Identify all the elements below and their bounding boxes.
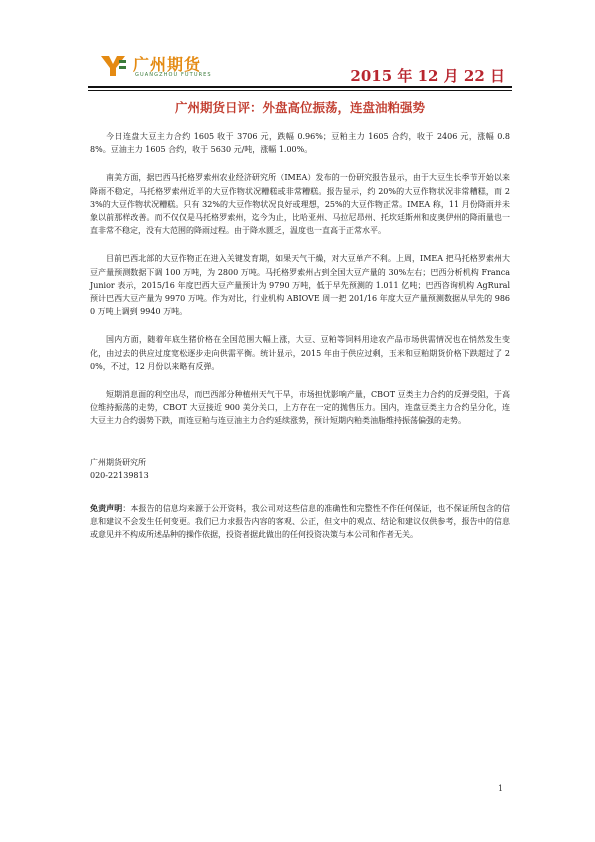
disclaimer [90, 502, 510, 542]
contact-block [90, 456, 510, 482]
disclaimer-text: ：本报告的信息均来源于公开资料，我公司对这些信息的准确性和完整性不作任何保证，也不保证所包含的信息和建议不会发生任何变更。我们已力求报告内容的客观、公正，但文中的观点、结论和建议仅供参考，报告中的信息或意见并不构成所述品种的操作依据，投资者据此做出的任何投资决策与本公司和作者无关。 [90, 504, 511, 540]
paragraph-brazil-north: 目前巴西北部的大豆作物正在进入关键发育期，如果天气干燥，对大豆单产不利。上周，IMEA 把马托格罗索州大豆产量预测数据下调 100 万吨，为 2800 万吨。马托格罗索州占到全国大豆产量的 30%左右；巴西分析机构 Franca Junior 表示，2015/16 年度巴西大豆产量预计为 9790 万吨，低于早先预测的 1.011 亿吨；巴西咨询机构 AgRural 预计巴西大豆产量为 9970 万吨。作为对比，行业机构 ABIOVE 周一把 201/16 年度大豆产量预测数据从早先的 9860 万吨上调到 9940 万吨。 [90, 254, 510, 317]
company-logo-icon [99, 52, 127, 80]
paragraph-domestic: 国内方面，随着年底生猪价格在全国范围大幅上涨，大豆、豆粕等饲料用途农产品市场供需情况也在悄然发生变化，由过去的供应过度宽松逐步走向供需平衡。统计显示，2015 年由于供应过剩，玉米和豆粕期货价格下跌超过了 20%，不过，12 月份以来略有反弹。 [90, 335, 510, 371]
company-logo [99, 52, 229, 82]
paragraph-summary: 今日连盘大豆主力合约 1605 收于 3706 元，跌幅 0.96%；豆粕主力 1605 合约，收于 2406 元，涨幅 0.88%。豆油主力 1605 合约，收于 5630 元/吨，涨幅 1.00%。 [90, 132, 510, 155]
contact-org: 广州期货研究所 [90, 457, 146, 467]
paragraph-south-america: 南美方面，据巴西马托格罗索州农业经济研究所（IMEA）发布的一份研究报告显示，由于大豆生长季节开始以来降雨不稳定，马托格罗索州近半的大豆作物状况糟糕或非常糟糕。报告显示，约 20%的大豆作物状况非常糟糕，而 23%的大豆作物状况糟糕。只有 32%的大豆作物状况良好或理想，25%的大豆作物正常。IMEA 称，11 月份降雨并未象以前那样改善。而不仅仅是马托格罗索州，迄今为止，比哈亚州、马拉尼昂州、托坎廷斯州和皮奥伊州的降雨量也一直非常不稳定，没有大范围的降雨过程。由于降水匮乏，温度也一直高于正常水平。 [90, 173, 510, 236]
header-divider-thin [88, 90, 512, 91]
page-number: 1 [498, 784, 504, 793]
logo-text-en: GUANGZHOU FUTURES [135, 72, 212, 78]
paragraph-outlook: 短期消息面的利空出尽，而巴西部分种植州天气干旱，市场担忧影响产量，CBOT 豆类主力合约的反弹受阻，于高位维持振荡的走势，CBOT 大豆接近 900 美分关口，上方存在一定的抛售压力。国内，连盘豆类主力合约呈分化，连大豆主力合约弱势下跌，而连豆粕与连豆油主力合约延续涨势，预计短期内粕类油脂维持振荡偏强的走势。 [90, 390, 510, 426]
header-divider-thick [88, 86, 512, 88]
report-title: 广州期货日评：外盘高位振荡，连盘油粕强势 [174, 100, 425, 115]
contact-phone: 020-22139813 [90, 470, 149, 480]
logo-text-cn: 广州期货 [133, 55, 202, 74]
report-date: 2015 年 12 月 22 日 [350, 67, 505, 85]
disclaimer-label: 免责声明 [90, 503, 123, 514]
report-body [90, 128, 510, 542]
page-header [0, 0, 595, 96]
